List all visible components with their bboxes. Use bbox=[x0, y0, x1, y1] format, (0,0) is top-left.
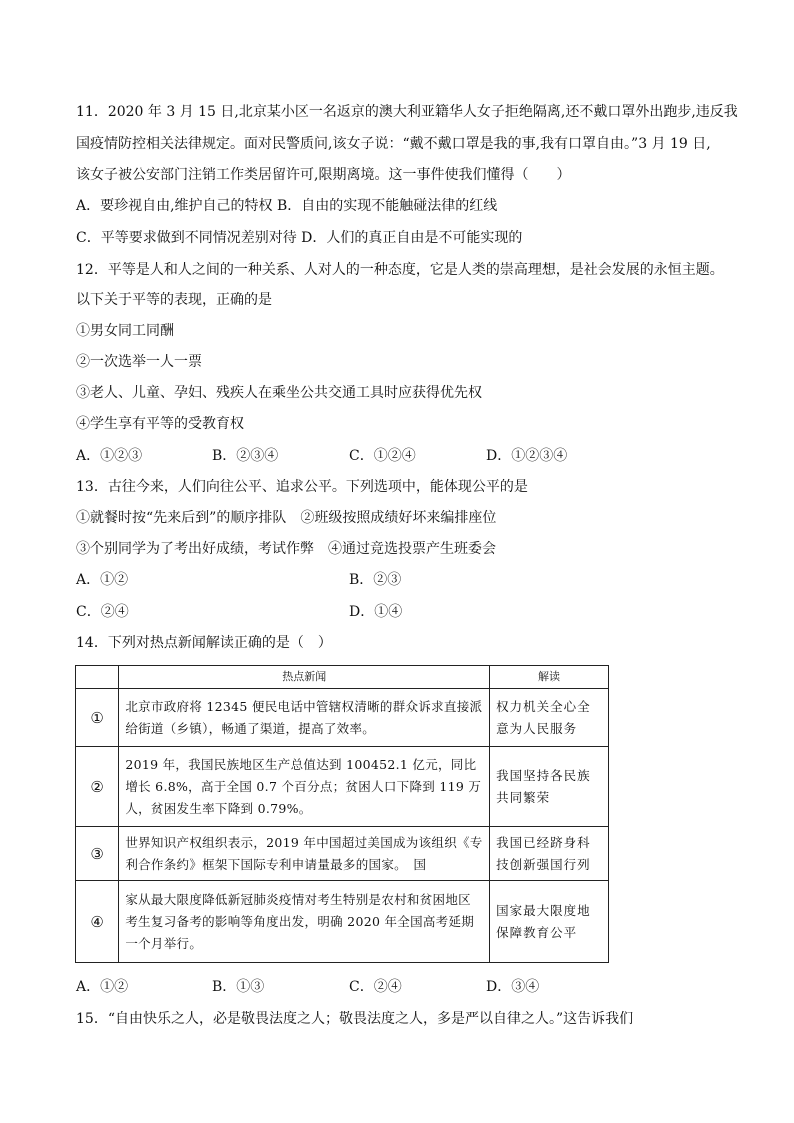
row-number: ④ bbox=[76, 881, 119, 963]
q13-items-3-4: ③个别同学为了考出好成绩，考试作弊 ④通过竞选投票产生班委会 bbox=[76, 541, 496, 557]
interpretation-cell: 权力机关全心全意为人民服务 bbox=[490, 689, 609, 747]
q12-item-1: ①男女同工同酬 bbox=[76, 323, 174, 339]
q13-stem-line-1: 13．古往今来，人们向往公平、追求公平。下列选项中，能体现公平的是 bbox=[76, 479, 528, 495]
q14-option-a: A．①② bbox=[76, 979, 129, 995]
q11-stem-line-3: 该女子被公安部门注销工作类居留许可,限期离境。这一事件使我们懂得（ ） bbox=[76, 167, 571, 183]
q11-stem-line-2: 国疫情防控相关法律规定。面对民警质问,该女子说：“戴不戴口罩是我的事,我有口罩自由。”3 月 19 日, bbox=[76, 136, 711, 152]
q13-option-a: A．①② bbox=[76, 572, 129, 588]
row-number: ② bbox=[76, 747, 119, 827]
q12-option-d: D．①②③④ bbox=[486, 448, 568, 464]
hot-news-table bbox=[75, 665, 609, 963]
news-cell: 家从最大限度降低新冠肺炎疫情对考生特别是农村和贫困地区考生复习备考的影响等角度出发，明确 2020 年全国高考延期一个月举行。 bbox=[119, 881, 490, 963]
q14-option-d: D．③④ bbox=[486, 979, 540, 995]
q13-items-1-2: ①就餐时按“先来后到”的顺序排队 ②班级按照成绩好坏来编排座位 bbox=[76, 510, 497, 526]
table-header-blank bbox=[76, 666, 119, 689]
q12-option-c: C．①②④ bbox=[349, 448, 416, 464]
q14-option-c: C．②④ bbox=[349, 979, 402, 995]
news-cell: 北京市政府将 12345 便民电话中管辖权清晰的群众诉求直接派给街道（乡镇），畅通了渠道，提高了效率。 bbox=[119, 689, 490, 747]
q12-item-2: ②一次选举一人一票 bbox=[76, 354, 202, 370]
interpretation-cell: 我国坚持各民族共同繁荣 bbox=[490, 747, 609, 827]
q15-stem: 15．“自由快乐之人，必是敬畏法度之人；敬畏法度之人，多是严以自律之人。”这告诉我们 bbox=[76, 1011, 634, 1027]
interpretation-cell: 我国已经跻身科技创新强国行列 bbox=[490, 827, 609, 881]
q12-stem-line-2: 以下关于平等的表现，正确的是 bbox=[76, 292, 272, 308]
news-cell: 2019 年，我国民族地区生产总值达到 100452.1 亿元，同比增长 6.8%，高于全国 0.7 个百分点；贫困人口下降到 119 万人，贫困发生率下降到 0.79%。 bbox=[119, 747, 490, 827]
table-row bbox=[76, 827, 609, 881]
q14-option-b: B．①③ bbox=[212, 979, 265, 995]
table-row bbox=[76, 747, 609, 827]
q12-stem-line-1: 12．平等是人和人之间的一种关系、人对人的一种态度，它是人类的崇高理想，是社会发展的永恒主题。 bbox=[76, 262, 724, 278]
row-number: ③ bbox=[76, 827, 119, 881]
q13-option-c: C．②④ bbox=[76, 604, 129, 620]
interpretation-cell: 国家最大限度地保障教育公平 bbox=[490, 881, 609, 963]
table-header-news: 热点新闻 bbox=[119, 666, 490, 689]
q12-item-3: ③老人、儿童、孕妇、残疾人在乘坐公共交通工具时应获得优先权 bbox=[76, 385, 482, 401]
table-header-interpretation: 解读 bbox=[490, 666, 609, 689]
q13-option-d: D．①④ bbox=[349, 604, 403, 620]
q11-options-cd: C．平等要求做到不同情况差别对待 D．人们的真正自由是不可能实现的 bbox=[76, 230, 523, 246]
table-row bbox=[76, 881, 609, 963]
news-cell: 世界知识产权组织表示，2019 年中国超过美国成为该组织《专利合作条约》框架下国际专利申请量最多的国家。 国 bbox=[119, 827, 490, 881]
table-row bbox=[76, 689, 609, 747]
row-number: ① bbox=[76, 689, 119, 747]
q14-stem: 14．下列对热点新闻解读正确的是（ ） bbox=[76, 635, 332, 651]
table-header-row bbox=[76, 666, 609, 689]
q12-item-4: ④学生享有平等的受教育权 bbox=[76, 416, 244, 432]
q13-option-b: B．②③ bbox=[349, 572, 402, 588]
q12-option-b: B．②③④ bbox=[212, 448, 279, 464]
q11-options-ab: A．要珍视自由,维护自己的特权 B．自由的实现不能触碰法律的红线 bbox=[76, 198, 498, 214]
q12-option-a: A．①②③ bbox=[76, 448, 143, 464]
q11-stem-line-1: 11．2020 年 3 月 15 日,北京某小区一名返京的澳大利亚籍华人女子拒绝隔离,还不戴口罩外出跑步,违反我 bbox=[76, 104, 738, 120]
